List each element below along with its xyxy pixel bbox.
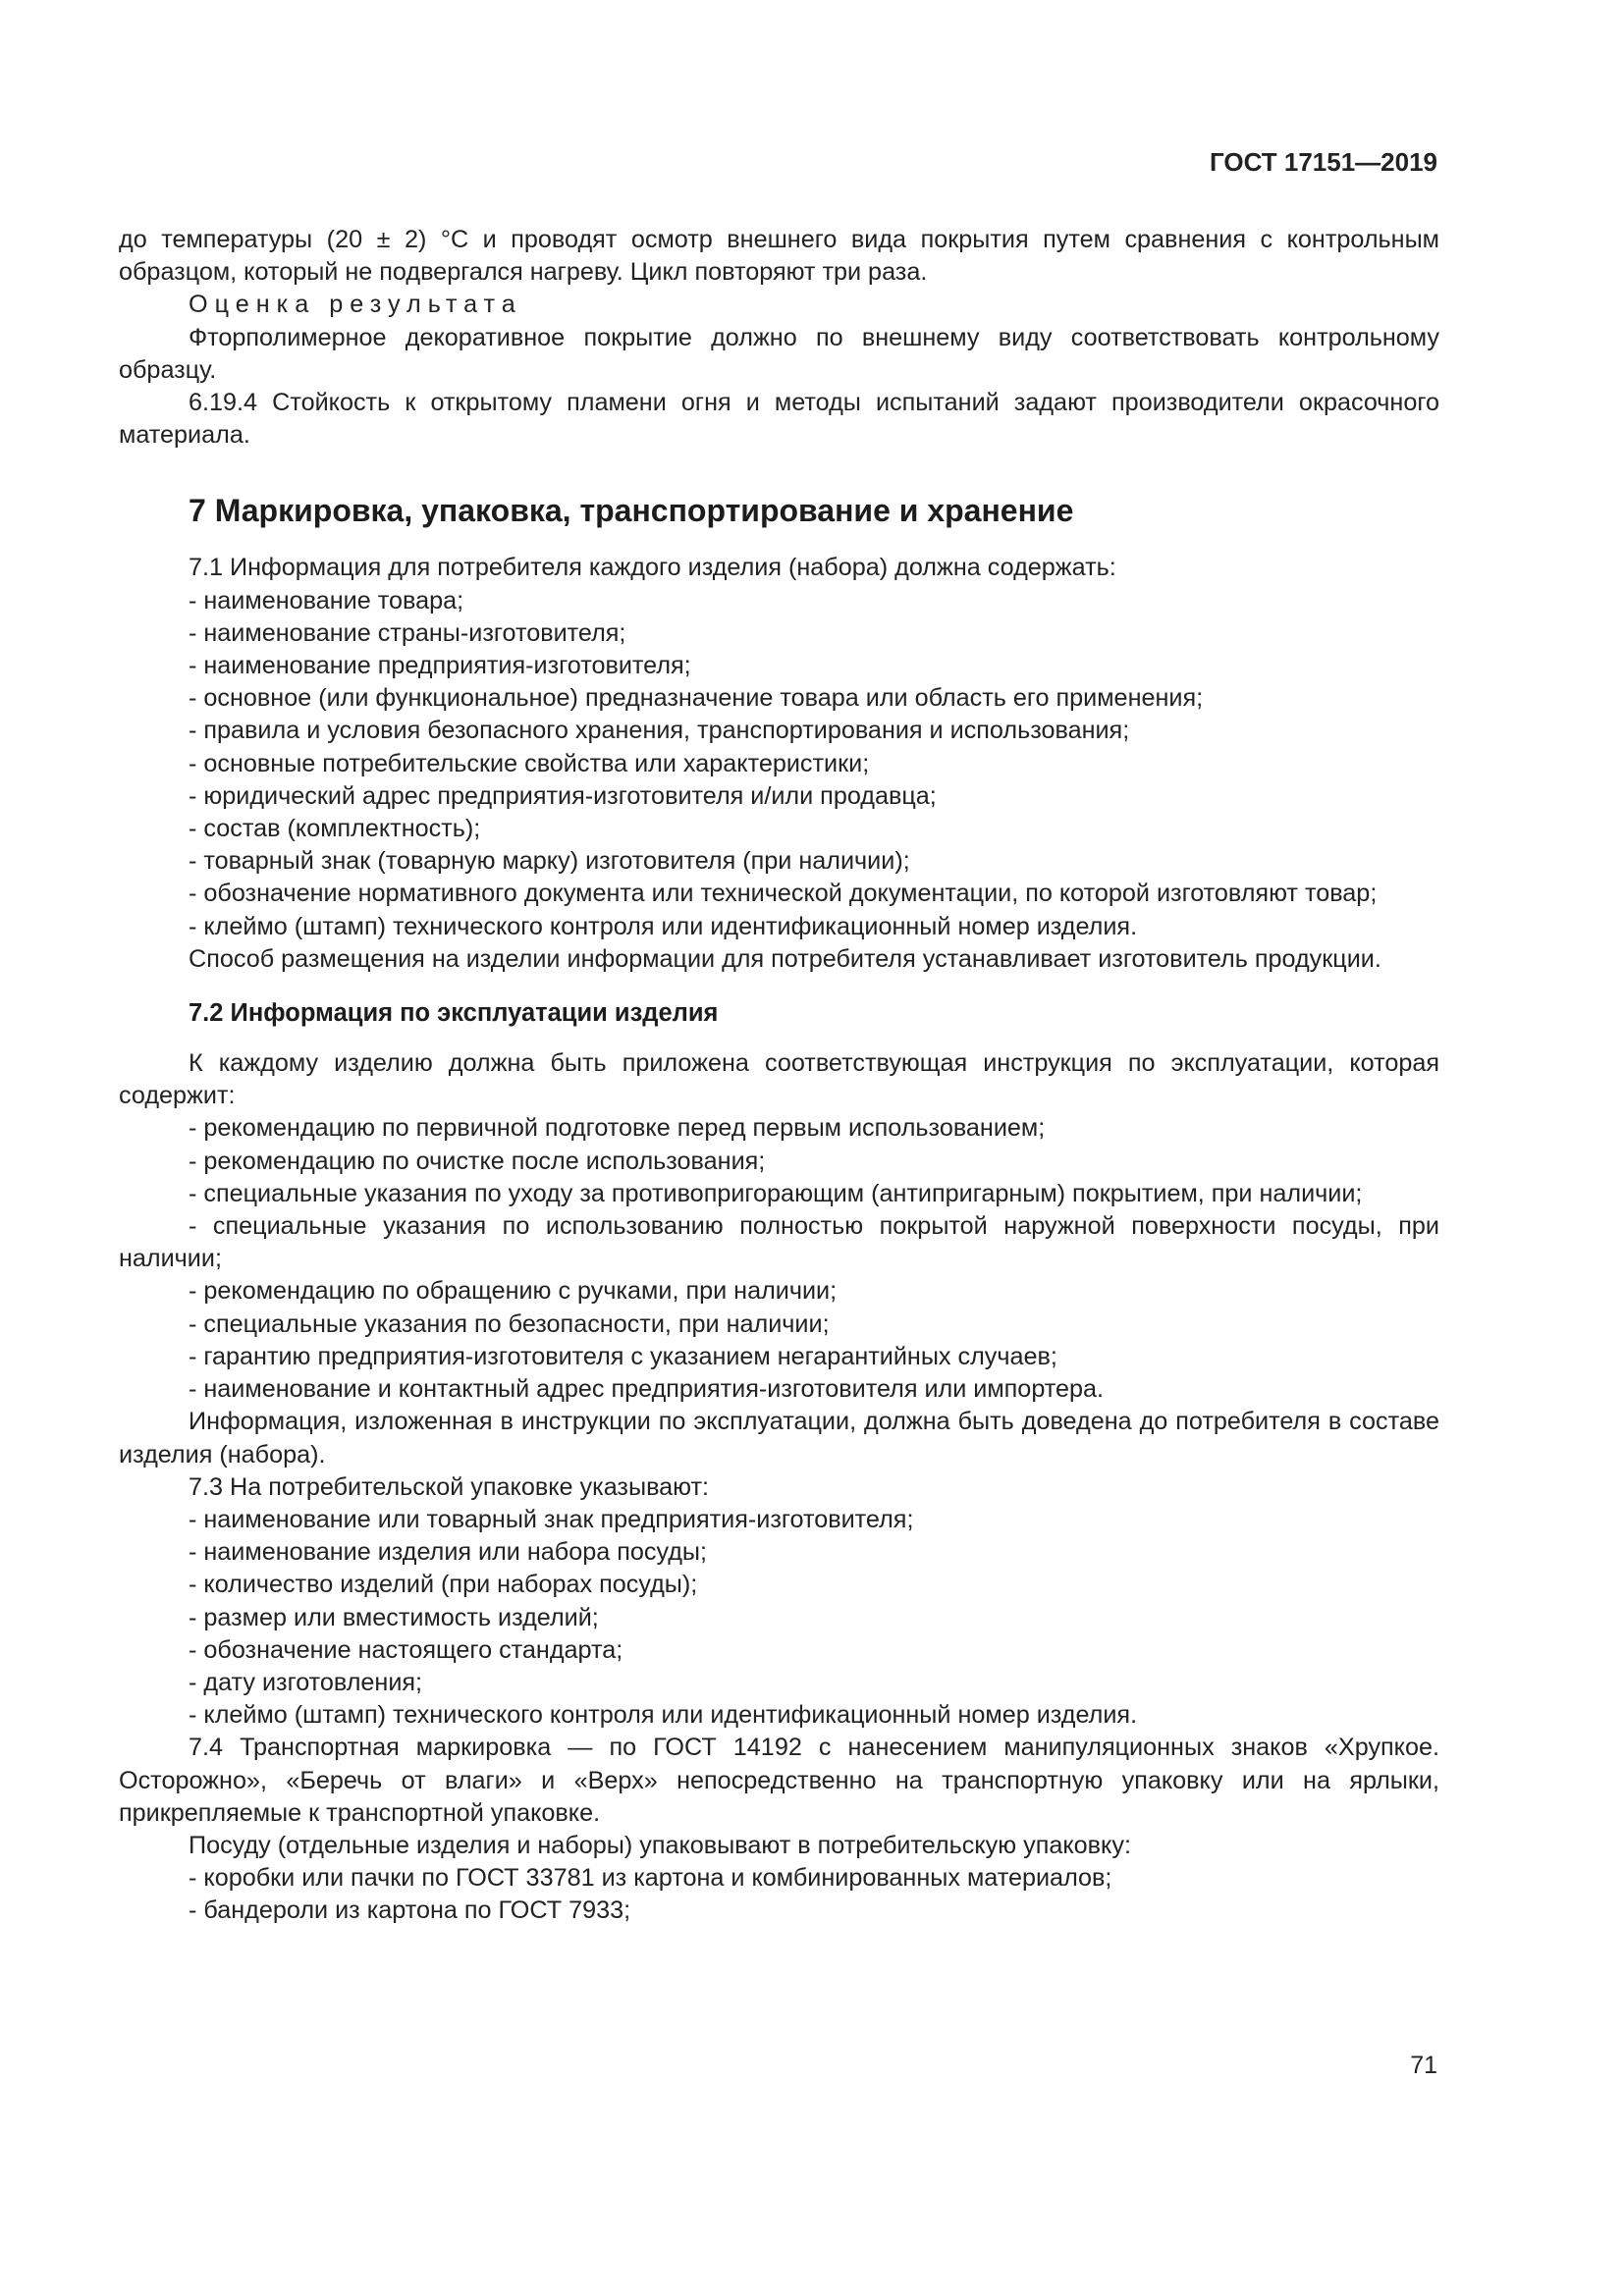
- paragraph: 7.3 На потребительской упаковке указывают:: [189, 1472, 710, 1501]
- list-item: - состав (комплектность);: [189, 815, 481, 843]
- list-item: - наименование страны-изготовителя;: [189, 618, 626, 647]
- list-item: - коробки или пачки по ГОСТ 33781 из картона и комбинированных материалов;: [189, 1864, 1112, 1893]
- section-heading: 7 Маркировка, упаковка, транспортирование и хранение: [189, 493, 1074, 529]
- standard-designation: ГОСТ 17151—2019: [1210, 147, 1437, 177]
- list-item: - наименование изделия или набора посуды;: [189, 1538, 708, 1567]
- list-item: - клеймо (штамп) технического контроля или идентификационный номер изделия.: [189, 912, 1138, 940]
- list-item: - размер или вместимость изделий;: [189, 1603, 599, 1631]
- paragraph: 6.19.4 Стойкость к открытому пламени огня и методы испытаний задают производители окрасочного материала.: [119, 389, 1439, 450]
- list-item: - количество изделий (при наборах посуды);: [189, 1571, 698, 1599]
- list-item: - правила и условия безопасного хранения, транспортирования и использования;: [189, 717, 1130, 745]
- paragraph: до температуры (20 ± 2) °С и проводят осмотр внешнего вида покрытия путем сравнения с контрольным образцом, который не подвергался нагреву. Цикл повторяют три раза.: [119, 226, 1439, 287]
- list-item: - рекомендацию по обращению с ручками, при наличии;: [189, 1277, 838, 1306]
- list-item: - обозначение настоящего стандарта;: [189, 1635, 623, 1664]
- list-item: - наименование и контактный адрес предприятия-изготовителя или импортера.: [189, 1375, 1105, 1404]
- page-number: 71: [1410, 2052, 1437, 2079]
- list-item: - дату изготовления;: [189, 1668, 423, 1696]
- page-body: [119, 224, 1439, 1928]
- list-item: - специальные указания по использованию полностью покрытой наружной поверхности посуды, при наличии;: [119, 1212, 1439, 1273]
- list-item: - юридический адрес предприятия-изготовителя и/или продавца;: [189, 781, 937, 810]
- paragraph: Оценка результата: [189, 291, 522, 319]
- list-item: - основное (или функциональное) предназначение товара или область его применения;: [189, 684, 1204, 713]
- list-item: - бандероли из картона по ГОСТ 7933;: [189, 1896, 631, 1925]
- list-item: - обозначение нормативного документа или технической документации, по которой изготовляют товар;: [189, 880, 1378, 908]
- list-item: - клеймо (штамп) технического контроля или идентификационный номер изделия.: [189, 1701, 1138, 1730]
- list-item: - наименование предприятия-изготовителя;: [189, 652, 691, 680]
- paragraph: 7.4 Транспортная маркировка — по ГОСТ 14192 с нанесением манипуляционных знаков «Хрупкое. Осторожно», «Беречь от влаги» и «Верх» непосредственно на транспортную упаковку или на ярлыки, прикрепляемые к транспортной упаковке.: [119, 1734, 1439, 1827]
- list-item: - гарантию предприятия-изготовителя с указанием негарантийных случаев;: [189, 1342, 1057, 1370]
- list-item: - товарный знак (товарную марку) изготовителя (при наличии);: [189, 847, 910, 876]
- list-item: - основные потребительские свойства или характеристики;: [189, 749, 870, 777]
- list-item: - наименование товара;: [189, 586, 464, 614]
- list-item: - специальные указания по уходу за противопригорающим (антипригарным) покрытием, при наличии;: [189, 1179, 1363, 1207]
- paragraph: Посуду (отдельные изделия и наборы) упаковывают в потребительскую упаковку:: [189, 1831, 1131, 1859]
- list-item: - рекомендацию по первичной подготовке перед первым использованием;: [189, 1114, 1046, 1143]
- paragraph: Способ размещения на изделии информации для потребителя устанавливает изготовитель продукции.: [189, 944, 1381, 973]
- paragraph: 7.1 Информация для потребителя каждого изделия (набора) должна содержать:: [189, 554, 1116, 582]
- paragraph: Информация, изложенная в инструкции по эксплуатации, должна быть доведена до потребителя в составе изделия (набора).: [119, 1408, 1439, 1468]
- paragraph: Фторполимерное декоративное покрытие должно по внешнему виду соответствовать контрольному образцу.: [119, 323, 1439, 384]
- list-item: - наименование или товарный знак предприятия-изготовителя;: [189, 1505, 914, 1533]
- list-item: - рекомендацию по очистке после использования;: [189, 1147, 766, 1175]
- paragraph: К каждому изделию должна быть приложена соответствующая инструкция по эксплуатации, которая содержит:: [119, 1049, 1439, 1110]
- list-item: - специальные указания по безопасности, при наличии;: [189, 1309, 830, 1338]
- subsection-heading: 7.2 Информация по эксплуатации изделия: [189, 999, 719, 1028]
